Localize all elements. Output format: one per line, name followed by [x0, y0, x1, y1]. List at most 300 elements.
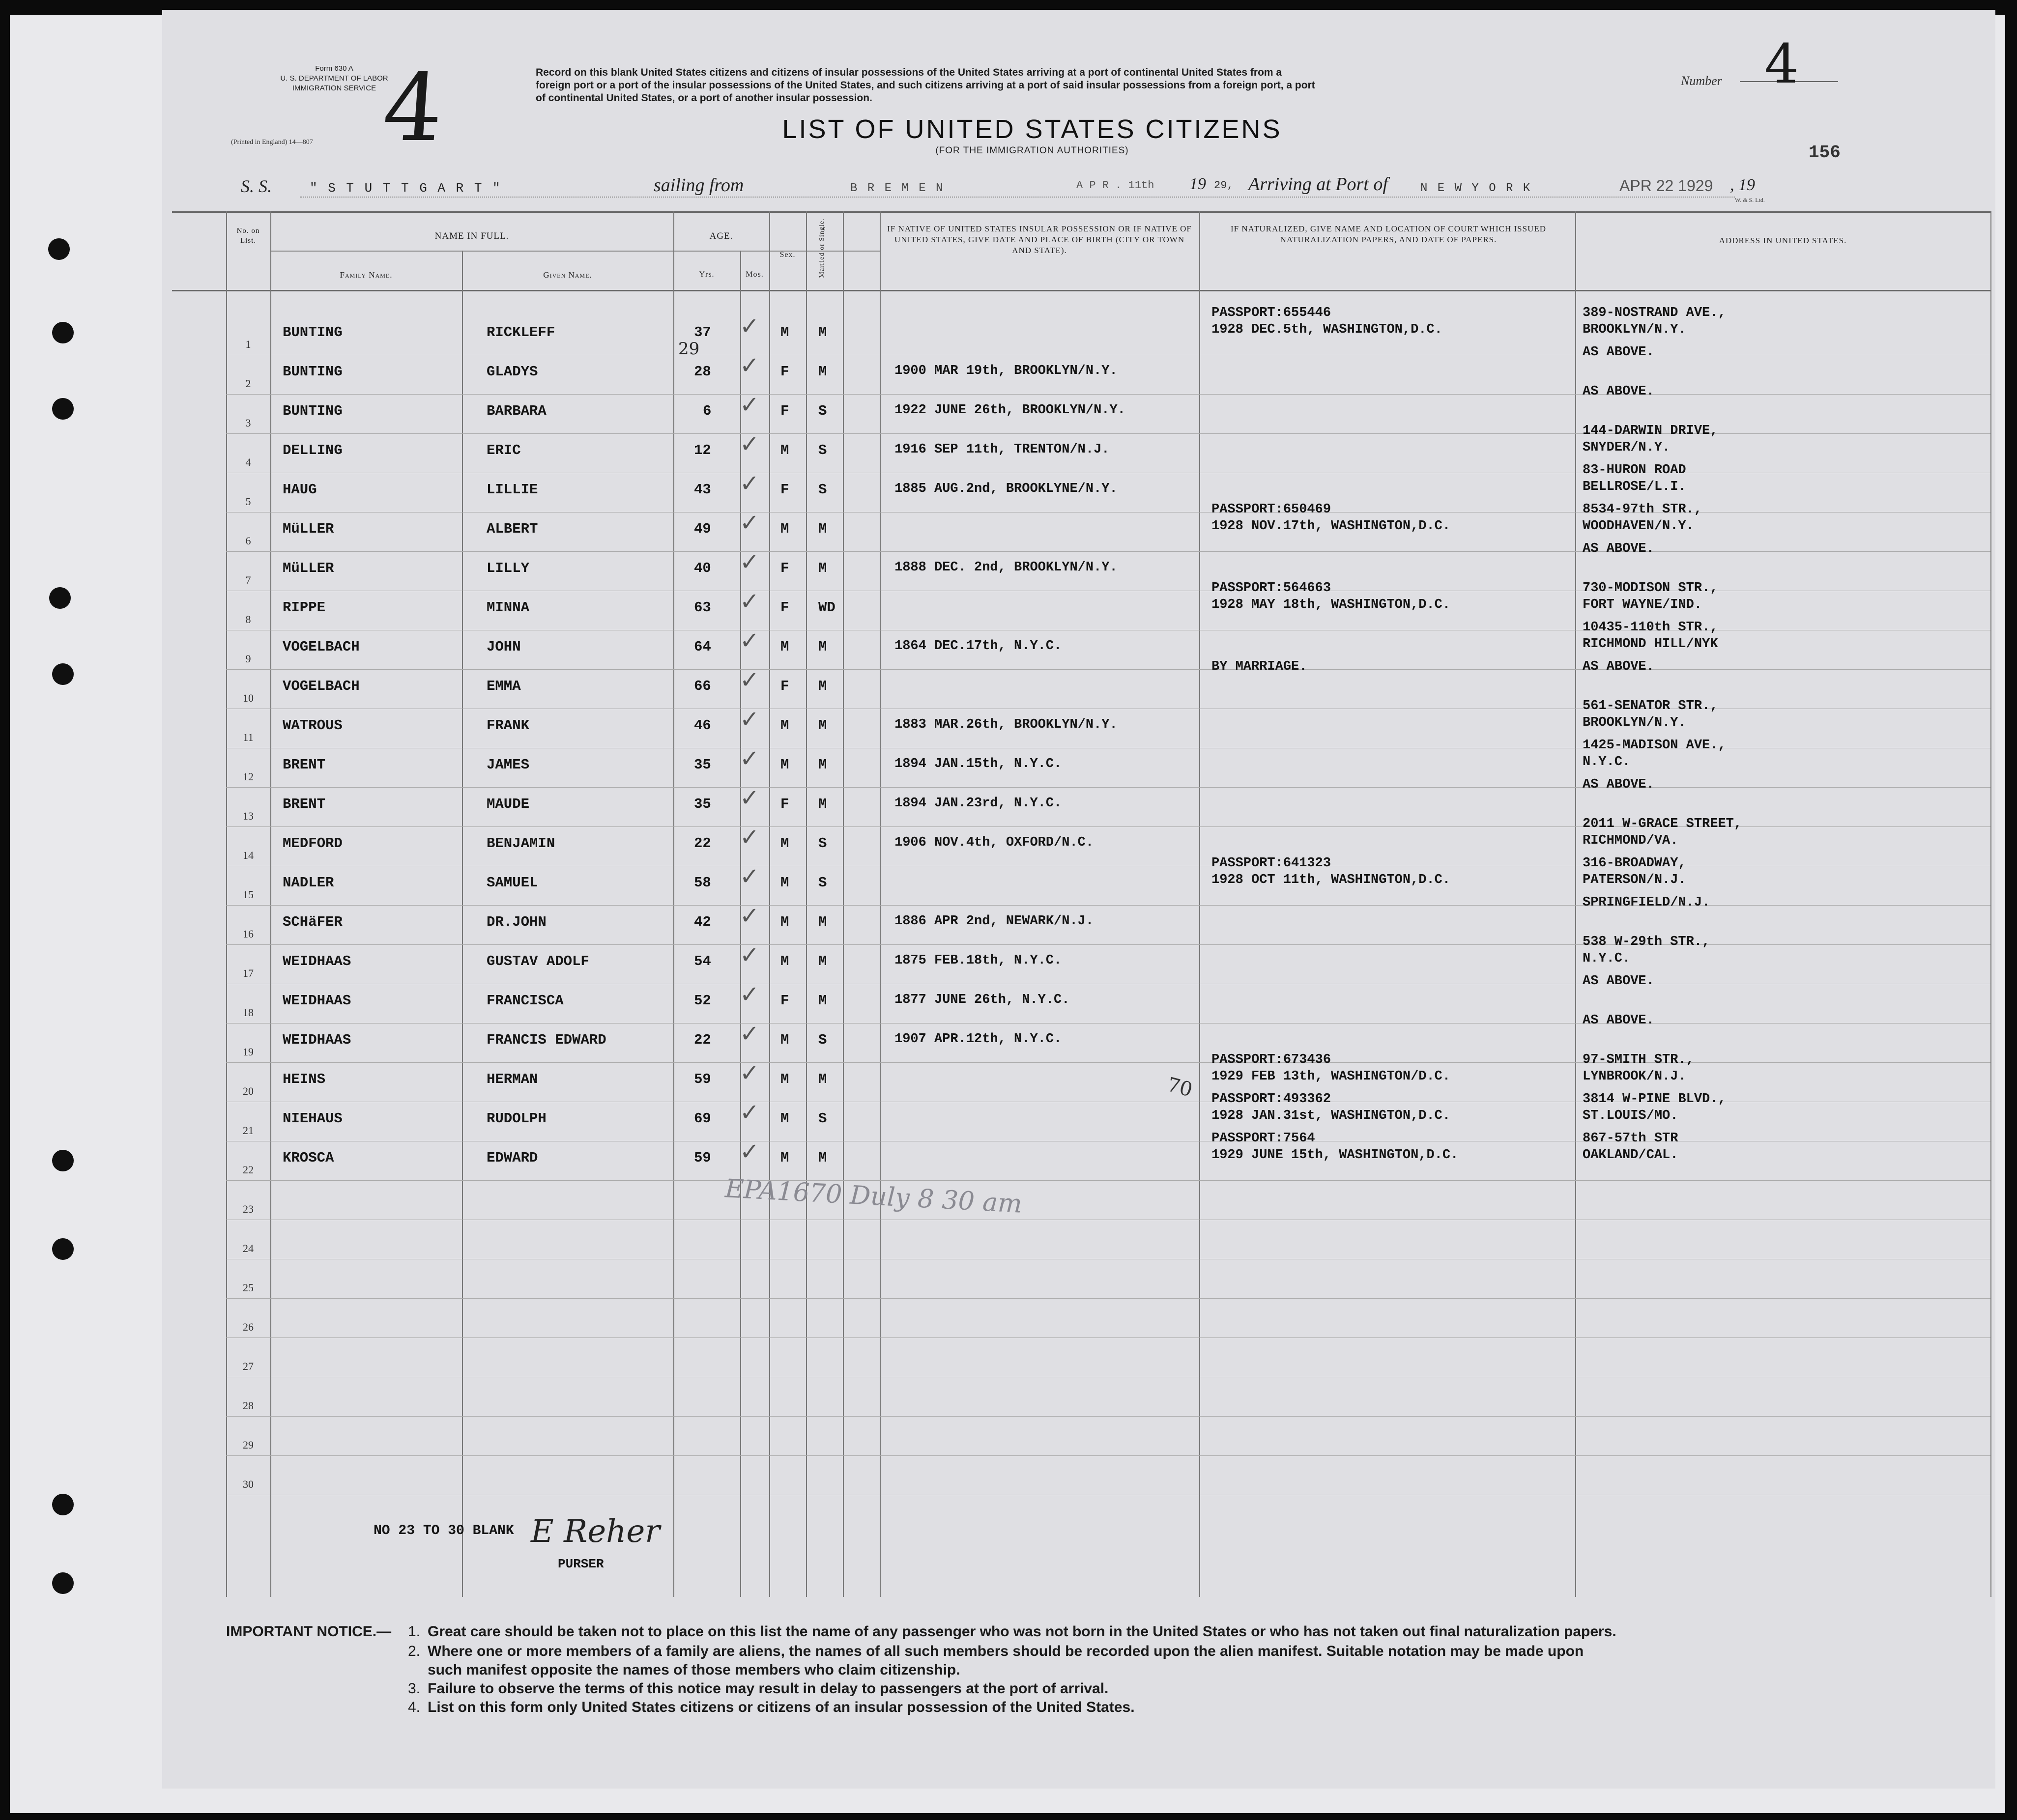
age-years: 66: [694, 678, 711, 694]
notice-4: List on this form only United States citizens or citizens of an insular possession of the United States.: [428, 1699, 1135, 1715]
arriving-label: Arriving at Port of: [1248, 174, 1388, 195]
sex: M: [780, 835, 789, 852]
family-name: WEIDHAAS: [283, 1032, 351, 1048]
age-years: 52: [694, 993, 711, 1009]
marital-status: S: [818, 1032, 827, 1048]
family-name: BUNTING: [283, 364, 343, 380]
family-name: NIEHAUS: [283, 1110, 343, 1127]
naturalization-date: 1928 MAY 18th, WASHINGTON,D.C.: [1211, 597, 1451, 612]
address-line-1: AS ABOVE.: [1583, 974, 1654, 989]
family-name: WEIDHAAS: [283, 993, 351, 1009]
checkmark-icon: ✓: [740, 352, 760, 379]
row-number: 21: [243, 1124, 254, 1137]
notice-3: Failure to observe the terms of this notice may result in delay to passengers at the port of arrival.: [428, 1680, 1109, 1697]
address-line-2: N.Y.C.: [1583, 951, 1631, 966]
blank-note: NO 23 TO 30 BLANK: [374, 1523, 514, 1538]
binder-hole-8: [52, 1494, 74, 1515]
address-line-1: AS ABOVE.: [1583, 659, 1654, 674]
sex: M: [780, 1032, 789, 1048]
sailing-date: A P R . 11th: [1076, 179, 1154, 192]
row-number: 12: [243, 770, 254, 783]
checkmark-icon: ✓: [740, 470, 760, 497]
address-line-2: SNYDER/N.Y.: [1583, 440, 1671, 455]
address-line-2: BROOKLYN/N.Y.: [1583, 715, 1686, 730]
given-name: DR.JOHN: [487, 914, 547, 930]
given-name: EDWARD: [487, 1150, 538, 1166]
row-number: 24: [243, 1242, 254, 1254]
handwritten-page-number: 4: [379, 54, 447, 162]
col-line-7: [806, 211, 807, 1597]
age-years: 40: [694, 560, 711, 576]
purser-signature: E Reher: [531, 1513, 660, 1550]
page-subtitle: (FOR THE IMMIGRATION AUTHORITIES): [935, 145, 1129, 156]
age-years: 43: [694, 482, 711, 498]
family-name: SCHäFER: [283, 914, 343, 930]
checkmark-icon: ✓: [740, 863, 760, 890]
birth-info: 1907 APR.12th, N.Y.C.: [894, 1032, 1062, 1047]
address-line-2: BELLROSE/L.I.: [1583, 480, 1686, 494]
col-line-4: [673, 211, 674, 1597]
address-line-1: 1425-MADISON AVE.,: [1583, 738, 1726, 753]
row-number: 18: [243, 1006, 254, 1019]
given-name: BARBARA: [487, 403, 547, 419]
col-header-yrs: Yrs.: [699, 270, 715, 279]
sex: M: [780, 639, 789, 655]
row-number: 30: [243, 1478, 254, 1490]
col-line-2: [270, 211, 271, 1597]
given-name: EMMA: [487, 678, 521, 694]
col-header-mos: Mos.: [746, 270, 764, 279]
given-name: GUSTAV ADOLF: [487, 953, 589, 969]
marital-status: S: [818, 403, 827, 419]
service: IMMIGRATION SERVICE: [292, 84, 376, 92]
age-years: 12: [694, 442, 711, 458]
handwritten-margin-note: 70: [1164, 1073, 1195, 1102]
port-from: B R E M E N: [850, 182, 945, 195]
given-name: GLADYS: [487, 364, 538, 380]
address-line-1: 316-BROADWAY,: [1583, 856, 1686, 871]
address-line-1: 538 W-29th STR.,: [1583, 935, 1710, 949]
birth-info: 1894 JAN.15th, N.Y.C.: [894, 757, 1062, 771]
address-line-1: 144-DARWIN DRIVE,: [1583, 424, 1718, 438]
row-number: 22: [243, 1164, 254, 1176]
department: U. S. DEPARTMENT OF LABOR: [280, 74, 388, 83]
row-rule: [226, 1023, 1990, 1024]
col-line-6: [769, 211, 770, 1597]
age-years: 69: [694, 1110, 711, 1127]
address-line-2: LYNBROOK/N.J.: [1583, 1069, 1686, 1084]
row-number: 11: [243, 731, 254, 743]
row-number: 26: [243, 1321, 254, 1333]
sailing-from-label: sailing from: [654, 175, 744, 196]
given-name: FRANCISCA: [487, 993, 564, 1009]
address-line-1: 867-57th STR: [1583, 1131, 1678, 1146]
table-header-rule: [172, 290, 1990, 291]
family-name: RIPPE: [283, 599, 326, 616]
voyage-rule: [300, 197, 1735, 198]
row-number: 19: [243, 1046, 254, 1058]
col-header-given: Given Name.: [543, 270, 592, 280]
ss-label: S. S.: [241, 176, 272, 196]
marital-status: S: [818, 442, 827, 458]
age-years: 42: [694, 914, 711, 930]
checkmark-icon: ✓: [740, 509, 760, 537]
row-number: 27: [243, 1360, 254, 1372]
marital-status: S: [818, 835, 827, 852]
checkmark-icon: ✓: [740, 941, 760, 969]
row-rule: [226, 1455, 1990, 1456]
checkmark-icon: ✓: [740, 391, 760, 419]
naturalization-passport: BY MARRIAGE.: [1211, 659, 1307, 674]
binder-hole-2: [52, 322, 74, 343]
row-number: 2: [245, 377, 251, 390]
col-line-8: [843, 211, 844, 1597]
birth-info: 1864 DEC.17th, N.Y.C.: [894, 639, 1062, 654]
birth-info: 1922 JUNE 26th, BROOKLYN/N.Y.: [894, 403, 1125, 418]
checkmark-icon: ✓: [740, 706, 760, 733]
age-years: 22: [694, 835, 711, 852]
col-header-sex: Sex.: [779, 251, 796, 259]
address-line-1: 2011 W-GRACE STREET,: [1583, 817, 1742, 831]
table-top-rule: [172, 211, 1990, 213]
notice-2-number: 2.: [408, 1643, 421, 1659]
address-line-1: AS ABOVE.: [1583, 1013, 1654, 1028]
given-name: LILLIE: [487, 482, 538, 498]
family-name: BUNTING: [283, 403, 343, 419]
sex: M: [780, 1110, 789, 1127]
col-line-1: [226, 211, 227, 1597]
sex: F: [780, 678, 789, 694]
row-rule: [226, 1298, 1990, 1299]
ship-name: " S T U T T G A R T ": [310, 181, 502, 196]
given-name: RICKLEFF: [487, 324, 555, 341]
marital-status: M: [818, 796, 827, 812]
row-number: 13: [243, 810, 254, 822]
row-number: 14: [243, 849, 254, 861]
naturalization-passport: PASSPORT:655446: [1211, 306, 1331, 320]
age-years: 46: [694, 717, 711, 734]
page-title: LIST OF UNITED STATES CITIZENS: [782, 114, 1282, 144]
marital-status: S: [818, 482, 827, 498]
age-years: 64: [694, 639, 711, 655]
marital-status: S: [818, 875, 827, 891]
arrival-year: , 19: [1730, 176, 1755, 194]
port-to: N E W Y O R K: [1420, 182, 1532, 195]
birth-info: 1886 APR 2nd, NEWARK/N.J.: [894, 914, 1094, 929]
row-rule: [226, 944, 1990, 945]
purser-label: PURSER: [558, 1557, 604, 1571]
birth-info: 1883 MAR.26th, BROOKLYN/N.Y.: [894, 717, 1118, 732]
family-name: BUNTING: [283, 324, 343, 341]
address-line-1: 730-MODISON STR.,: [1583, 581, 1718, 596]
marital-status: M: [818, 560, 827, 576]
form-number: Form 630 A: [315, 64, 353, 73]
checkmark-icon: ✓: [740, 1020, 760, 1048]
marital-status: M: [818, 364, 827, 380]
checkmark-icon: ✓: [740, 588, 760, 615]
naturalization-date: 1928 JAN.31st, WASHINGTON,D.C.: [1211, 1109, 1451, 1123]
family-name: BRENT: [283, 757, 326, 773]
col-header-address: ADDRESS IN UNITED STATES.: [1719, 236, 1847, 245]
naturalization-date: 1928 NOV.17th, WASHINGTON,D.C.: [1211, 519, 1451, 534]
year-prefix: 19: [1189, 175, 1206, 193]
row-rule: [226, 669, 1990, 670]
row-number: 7: [245, 574, 251, 586]
notice-1-number: 1.: [408, 1623, 421, 1640]
birth-info: 1906 NOV.4th, OXFORD/N.C.: [894, 835, 1094, 850]
given-name: HERMAN: [487, 1071, 538, 1087]
sex: M: [780, 442, 789, 458]
given-name: MAUDE: [487, 796, 530, 812]
marital-status: WD: [818, 599, 836, 616]
marital-status: M: [818, 639, 827, 655]
given-name: JAMES: [487, 757, 530, 773]
checkmark-icon: ✓: [740, 548, 760, 576]
row-number: 4: [245, 456, 251, 468]
address-line-1: 8534-97th STR.,: [1583, 502, 1702, 517]
given-name: ERIC: [487, 442, 521, 458]
row-number: 15: [243, 888, 254, 901]
sex: F: [780, 482, 789, 498]
naturalization-passport: PASSPORT:493362: [1211, 1092, 1331, 1107]
sex: F: [780, 796, 789, 812]
naturalization-passport: PASSPORT:564663: [1211, 581, 1331, 596]
family-name: WATROUS: [283, 717, 343, 734]
binder-hole-3: [52, 398, 74, 420]
sex: M: [780, 1150, 789, 1166]
family-name: DELLING: [283, 442, 343, 458]
checkmark-icon: ✓: [740, 784, 760, 812]
age-years: 35: [694, 796, 711, 812]
family-name: MüLLER: [283, 521, 334, 537]
age-years: 63: [694, 599, 711, 616]
birth-info: 1900 MAR 19th, BROOKLYN/N.Y.: [894, 364, 1118, 378]
naturalization-passport: PASSPORT:641323: [1211, 856, 1331, 871]
given-name: BENJAMIN: [487, 835, 555, 852]
marital-status: M: [818, 521, 827, 537]
given-name: MINNA: [487, 599, 530, 616]
address-line-1: SPRINGFIELD/N.J.: [1583, 895, 1710, 910]
birth-info: 1894 JAN.23rd, N.Y.C.: [894, 796, 1062, 811]
marital-status: M: [818, 1071, 827, 1087]
checkmark-icon: ✓: [740, 981, 760, 1008]
age-years: 59: [694, 1071, 711, 1087]
family-name: MüLLER: [283, 560, 334, 576]
checkmark-icon: ✓: [740, 1059, 760, 1087]
instruction-line-1: Record on this blank United States citizens and citizens of insular possessions of the United States arriving at a port of continental United States from a: [536, 67, 1282, 78]
sex: F: [780, 993, 789, 1009]
row-number: 5: [245, 495, 251, 508]
address-line-1: 97-SMITH STR.,: [1583, 1052, 1694, 1067]
row-rule: [226, 1416, 1990, 1417]
address-line-1: 10435-110th STR.,: [1583, 620, 1718, 635]
naturalization-date: 1928 OCT 11th, WASHINGTON,D.C.: [1211, 873, 1451, 887]
notice-1: Great care should be taken not to place on this list the name of any passenger who was not born in the United States or who has not taken out final naturalization papers.: [428, 1623, 1616, 1640]
col-header-naturalized: IF NATURALIZED, GIVE NAME AND LOCATION OF COURT WHICH ISSUED NATURALIZATION PAPERS, AND DATE OF PAPERS.: [1230, 224, 1546, 244]
sex: M: [780, 875, 789, 891]
binder-hole-1: [48, 238, 70, 260]
address-line-1: AS ABOVE.: [1583, 541, 1654, 556]
row-rule: [226, 1180, 1990, 1181]
row-number: 17: [243, 967, 254, 979]
address-line-2: RICHMOND/VA.: [1583, 833, 1678, 848]
row-rule: [226, 1062, 1990, 1063]
address-line-1: AS ABOVE.: [1583, 384, 1654, 399]
sex: M: [780, 914, 789, 930]
address-line-1: 83-HURON ROAD: [1583, 463, 1686, 478]
col-header-family: Family Name.: [340, 270, 393, 280]
address-line-1: 3814 W-PINE BLVD.,: [1583, 1092, 1726, 1107]
family-name: HAUG: [283, 482, 317, 498]
address-line-1: AS ABOVE.: [1583, 777, 1654, 792]
checkmark-icon: ✓: [740, 666, 760, 694]
age-years: 28: [694, 364, 711, 380]
age-years: 37: [694, 324, 711, 341]
given-name: LILLY: [487, 560, 530, 576]
printed-note: (Printed in England) 14—807: [231, 139, 313, 146]
marital-status: S: [818, 1110, 827, 1127]
col-header-no: No. on List.: [236, 227, 260, 245]
birth-info: 1875 FEB.18th, N.Y.C.: [894, 953, 1062, 968]
row-rule: [226, 787, 1990, 788]
birth-info: 1877 JUNE 26th, N.Y.C.: [894, 993, 1070, 1007]
checkmark-icon: ✓: [740, 745, 760, 772]
sex: M: [780, 757, 789, 773]
checkmark-icon: ✓: [740, 1138, 760, 1166]
row-rule: [226, 551, 1990, 552]
given-name: RUDOLPH: [487, 1110, 547, 1127]
family-name: WEIDHAAS: [283, 953, 351, 969]
sex: M: [780, 324, 789, 341]
address-line-1: 389-NOSTRAND AVE.,: [1583, 306, 1726, 320]
family-name: HEINS: [283, 1071, 326, 1087]
binder-hole-6: [52, 1150, 74, 1171]
instruction-line-2: foreign port or a port of the insular possessions of the United States, and such citizens arriving at a port of said insular possessions from a foreign port, a port: [536, 80, 1315, 91]
row-number: 23: [243, 1203, 254, 1215]
checkmark-icon: ✓: [740, 902, 760, 930]
age-years: 22: [694, 1032, 711, 1048]
row-number: 16: [243, 928, 254, 940]
row-rule: [226, 1337, 1990, 1338]
given-name: FRANK: [487, 717, 530, 734]
col-header-birth: IF NATIVE OF UNITED STATES INSULAR POSSESSION OR IF NATIVE OF UNITED STATES, GIVE DATE AND PLACE OF BIRTH (CITY OR TOWN AND STATE).: [887, 224, 1192, 255]
age-years: 49: [694, 521, 711, 537]
notice-label: IMPORTANT NOTICE.—: [226, 1623, 392, 1640]
address-line-2: RICHMOND HILL/NYK: [1583, 637, 1718, 652]
family-name: KROSCA: [283, 1150, 334, 1166]
binder-hole-9: [52, 1572, 74, 1594]
sex: F: [780, 403, 789, 419]
instructions: [536, 66, 1573, 105]
binder-hole-5: [52, 663, 74, 685]
age-years: 54: [694, 953, 711, 969]
address-line-2: PATERSON/N.J.: [1583, 873, 1686, 887]
age-years: 59: [694, 1150, 711, 1166]
marital-status: M: [818, 1150, 827, 1166]
col-header-married: Married or Single.: [818, 218, 826, 278]
given-name: ALBERT: [487, 521, 538, 537]
age-years: 6: [703, 403, 712, 419]
naturalization-date: 1928 DEC.5th, WASHINGTON,D.C.: [1211, 322, 1442, 337]
family-name: VOGELBACH: [283, 639, 360, 655]
row-number: 28: [243, 1399, 254, 1412]
birth-info: 1888 DEC. 2nd, BROOKLYN/N.Y.: [894, 560, 1118, 575]
notice-2a: Where one or more members of a family are aliens, the names of all such members should be recorded upon the alien manifest. Suitable notation may be made upon: [428, 1643, 1584, 1659]
col-line-3: [462, 251, 463, 1597]
birth-info: 1885 AUG.2nd, BROOKLYNE/N.Y.: [894, 482, 1118, 496]
sex: F: [780, 599, 789, 616]
age-years: 35: [694, 757, 711, 773]
row-number: 10: [243, 692, 254, 704]
row-number: 20: [243, 1085, 254, 1097]
col-line-12: [1990, 211, 1991, 1597]
family-name: NADLER: [283, 875, 334, 891]
printer-mark: W. & S. Ltd.: [1735, 197, 1765, 203]
row-number: 29: [243, 1439, 254, 1451]
marital-status: M: [818, 953, 827, 969]
row-rule: [226, 433, 1990, 434]
sex: F: [780, 560, 789, 576]
row-rule: [226, 394, 1990, 395]
sex: M: [780, 521, 789, 537]
checkmark-icon: ✓: [740, 627, 760, 654]
page-number: 156: [1809, 142, 1841, 163]
sex: F: [780, 364, 789, 380]
address-line-2: OAKLAND/CAL.: [1583, 1148, 1678, 1163]
checkmark-icon: ✓: [740, 430, 760, 458]
naturalization-date: 1929 FEB 13th, WASHINGTON/D.C.: [1211, 1069, 1451, 1084]
row-number: 1: [245, 338, 251, 350]
col-header-age: AGE.: [709, 231, 733, 241]
notice-2b: such manifest opposite the names of those members who claim citizenship.: [428, 1662, 960, 1678]
row-number: 6: [245, 535, 251, 547]
row-number: 3: [245, 417, 251, 429]
given-name: JOHN: [487, 639, 521, 655]
address-line-1: AS ABOVE.: [1583, 345, 1654, 360]
year-suffix: 29,: [1214, 179, 1234, 192]
checkmark-icon: ✓: [740, 1099, 760, 1126]
handwritten-age-correction: 29: [678, 339, 700, 359]
number-label: Number: [1681, 74, 1722, 88]
sex: M: [780, 1071, 789, 1087]
marital-status: M: [818, 717, 827, 734]
col-line-9: [880, 211, 881, 1597]
notice-4-number: 4.: [408, 1699, 421, 1715]
address-line-2: FORT WAYNE/IND.: [1583, 597, 1702, 612]
address-line-2: ST.LOUIS/MO.: [1583, 1109, 1678, 1123]
handwritten-number: 4: [1764, 32, 1799, 95]
family-name: VOGELBACH: [283, 678, 360, 694]
sex: M: [780, 717, 789, 734]
checkmark-icon: ✓: [740, 313, 760, 340]
naturalization-passport: PASSPORT:650469: [1211, 502, 1331, 517]
given-name: SAMUEL: [487, 875, 538, 891]
row-rule: [226, 905, 1990, 906]
col-header-name-in-full: NAME IN FULL.: [434, 231, 509, 241]
address-line-1: 561-SENATOR STR.,: [1583, 699, 1718, 713]
marital-status: M: [818, 757, 827, 773]
family-name: MEDFORD: [283, 835, 343, 852]
naturalization-date: 1929 JUNE 15th, WASHINGTON,D.C.: [1211, 1148, 1459, 1163]
address-line-2: BROOKLYN/N.Y.: [1583, 322, 1686, 337]
naturalization-passport: PASSPORT:673436: [1211, 1052, 1331, 1067]
address-line-2: WOODHAVEN/N.Y.: [1583, 519, 1694, 534]
instruction-line-3: of continental United States, or a port of another insular possession.: [536, 92, 872, 104]
marital-status: M: [818, 324, 827, 341]
birth-info: 1916 SEP 11th, TRENTON/N.J.: [894, 442, 1110, 457]
row-number: 8: [245, 613, 251, 626]
col-line-11: [1575, 211, 1576, 1597]
